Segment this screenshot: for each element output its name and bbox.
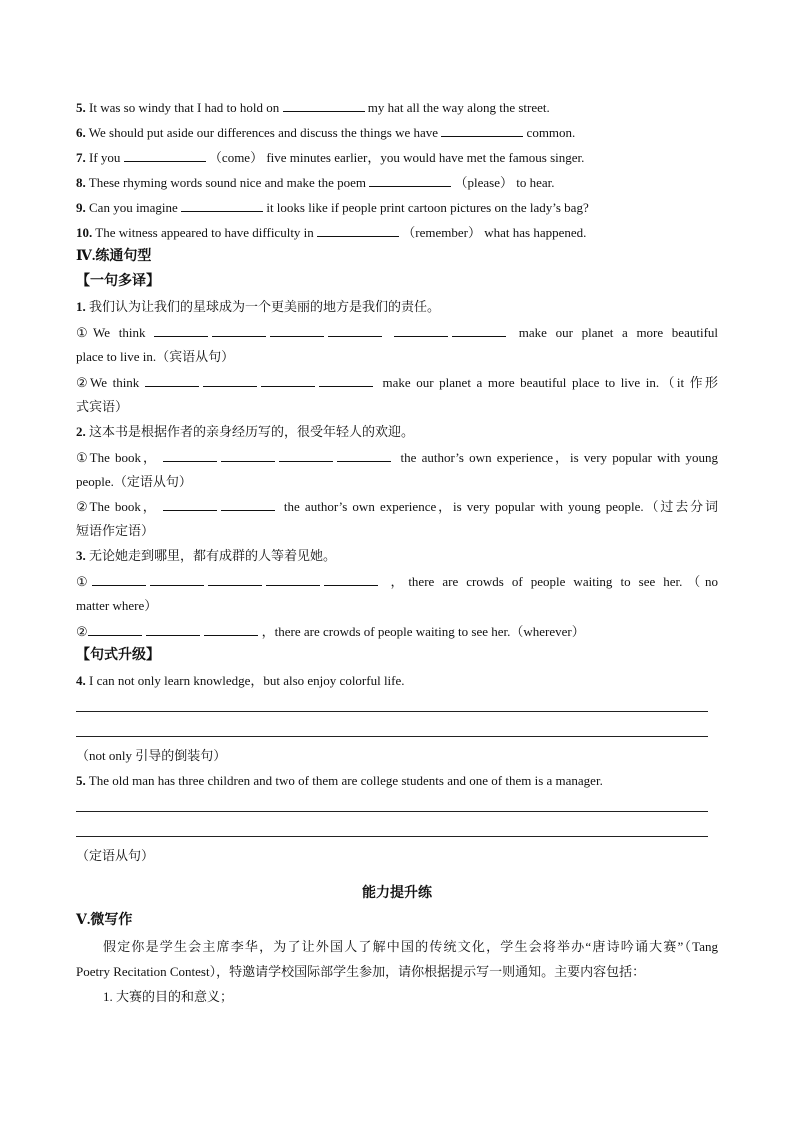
answer-blank[interactable] [452, 323, 506, 337]
answer-blank[interactable] [261, 373, 315, 387]
exercise-item-10: 10. The witness appeared to have difficulty in （remember） what has happened. [76, 225, 587, 240]
answer-blank[interactable] [163, 448, 217, 462]
answer-line[interactable] [76, 711, 708, 712]
question-1b: ②We think make our planet a more beautiful place to live in.（it 作形 [76, 375, 718, 390]
question-1a: ①We think make our planet a more beautiful [76, 325, 719, 340]
answer-line[interactable] [76, 836, 708, 837]
question-3b: ② ，there are crowds of people waiting to see her.（wherever） [76, 624, 585, 639]
answer-blank[interactable] [203, 373, 257, 387]
answer-blank[interactable] [88, 622, 142, 636]
section-title: Ⅴ.微写作 [76, 913, 133, 928]
exercise-item-9: 9. Can you imagine it looks like if people print cartoon pictures on the lady’s bag? [76, 200, 589, 215]
list-item: 1. 大赛的目的和意义； [103, 989, 234, 1004]
question-1-prompt: 1. 我们认为让我们的星球成为一个更美丽的地方是我们的责任。 [76, 299, 441, 314]
answer-blank[interactable] [337, 448, 391, 462]
subsection-title: 【一句多译】 [76, 274, 160, 289]
question-2-prompt: 2. 这本书是根据作者的亲身经历写的，很受年轻人的欢迎。 [76, 424, 415, 439]
section-heading: 能力提升练 [362, 886, 432, 901]
answer-blank[interactable] [145, 373, 199, 387]
answer-blank[interactable] [328, 323, 382, 337]
question-3-prompt: 3. 无论她走到哪里，都有成群的人等着见她。 [76, 548, 337, 563]
answer-blank[interactable] [317, 223, 399, 237]
question-2a: ①The book， the author’s own experience，is very popular with young [76, 450, 719, 465]
answer-blank[interactable] [212, 323, 266, 337]
question-4-prompt: 4. I can not only learn knowledge，but also enjoy colorful life. [76, 673, 405, 688]
question-2b: ②The book， the author’s own experience，is very popular with young people.（过去分词 [76, 499, 719, 514]
exercise-item-6: 6. We should put aside our differences and discuss the things we have common. [76, 125, 576, 140]
answer-blank[interactable] [221, 448, 275, 462]
question-5-hint: （定语从句） [76, 848, 155, 863]
question-3a-line2: matter where） [76, 598, 158, 613]
exercise-item-8: 8. These rhyming words sound nice and make the poem （please） to hear. [76, 175, 555, 190]
answer-blank[interactable] [369, 173, 451, 187]
answer-blank[interactable] [266, 572, 320, 586]
subsection-title: 【句式升级】 [76, 648, 160, 663]
question-5-prompt: 5. The old man has three children and two of them are college students and one of them is a manager. [76, 773, 603, 788]
answer-blank[interactable] [283, 98, 365, 112]
answer-line[interactable] [76, 811, 708, 812]
paragraph-line: 假定你是学生会主席李华，为了让外国人了解中国的传统文化，学生会将举办“唐诗吟诵大赛”（Tang [103, 939, 718, 954]
answer-blank[interactable] [146, 622, 200, 636]
answer-blank[interactable] [270, 323, 324, 337]
answer-blank[interactable] [208, 572, 262, 586]
answer-blank[interactable] [319, 373, 373, 387]
answer-blank[interactable] [221, 497, 275, 511]
answer-blank[interactable] [154, 323, 208, 337]
question-1b-line2: 式宾语） [76, 399, 129, 414]
answer-blank[interactable] [181, 198, 263, 212]
answer-blank[interactable] [394, 323, 448, 337]
answer-blank[interactable] [204, 622, 258, 636]
question-1a-line2: place to live in.（宾语从句） [76, 349, 235, 364]
answer-blank[interactable] [163, 497, 217, 511]
section-title: Ⅳ.练通句型 [76, 249, 152, 264]
answer-blank[interactable] [92, 572, 146, 586]
question-2a-line2: people.（定语从句） [76, 474, 192, 489]
answer-blank[interactable] [279, 448, 333, 462]
exercise-item-5: 5. It was so windy that I had to hold on my hat all the way along the street. [76, 100, 550, 115]
answer-blank[interactable] [150, 572, 204, 586]
question-3a: ① ，there are crowds of people waiting to see her.（no [76, 574, 719, 589]
answer-blank[interactable] [441, 123, 523, 137]
question-2b-line2: 短语作定语） [76, 523, 155, 538]
paragraph-line: Poetry Recitation Contest），特邀请学校国际部学生参加，请你根据提示写一则通知。主要内容包括： [76, 964, 646, 979]
question-4-hint: （not only 引导的倒装句） [76, 748, 227, 763]
exercise-item-7: 7. If you （come） five minutes earlier，you would have met the famous singer. [76, 150, 585, 165]
answer-blank[interactable] [324, 572, 378, 586]
answer-line[interactable] [76, 736, 708, 737]
answer-blank[interactable] [124, 148, 206, 162]
